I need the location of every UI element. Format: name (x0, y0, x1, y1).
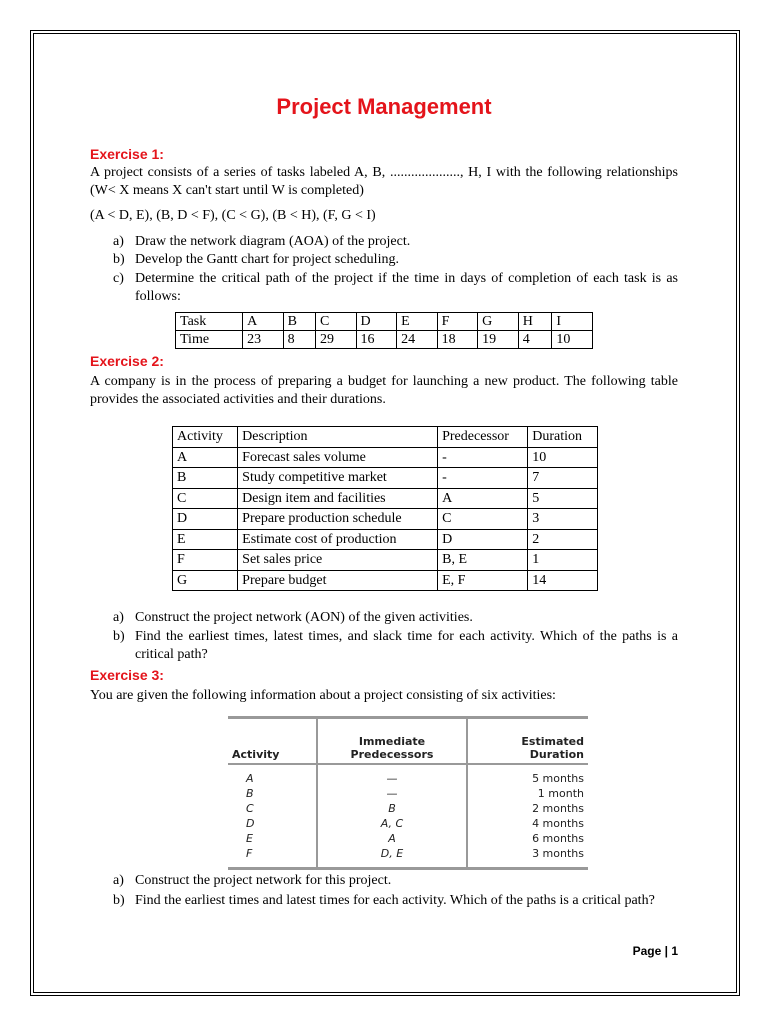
table-cell: 10 (528, 447, 598, 468)
table-cell: D (438, 529, 528, 550)
list-item (113, 233, 678, 251)
table-row (176, 313, 593, 331)
table-cell: C (315, 313, 356, 331)
table-cell: E (397, 313, 438, 331)
table-cell: Task (176, 313, 243, 331)
list-text: Find the earliest times and latest times for each activity. Which of the paths is a critical path? (135, 893, 655, 908)
exercise-3-paragraph: You are given the following information about a project consisting of six activities: (90, 688, 556, 703)
list-marker: a) (113, 234, 124, 249)
table-cell: 24 (397, 331, 438, 349)
table-cell: Study competitive market (238, 468, 438, 489)
list-item (113, 628, 678, 663)
table-row (173, 468, 598, 489)
table-cell: H (518, 313, 552, 331)
table-row (173, 529, 598, 550)
table-cell: Activity (173, 427, 238, 448)
task-time-table (175, 312, 593, 349)
list-text: Draw the network diagram (AOA) of the project. (135, 234, 411, 249)
table-row (228, 846, 588, 869)
list-item (113, 892, 678, 910)
table-cell: D, E (317, 846, 467, 869)
exercise-1-paragraph: A project consists of a series of tasks labeled A, B, ...................., H, I with the following relationships (W< X means X can't start until W is completed) (90, 165, 678, 198)
header-predecessors: Immediate Predecessors (317, 718, 467, 764)
table-cell: 8 (283, 331, 315, 349)
table-row (228, 801, 588, 816)
table-cell: C (438, 509, 528, 530)
table-cell: Predecessor (438, 427, 528, 448)
table-cell: C (173, 488, 238, 509)
table-cell: 29 (315, 331, 356, 349)
table-cell: Time (176, 331, 243, 349)
table-row (173, 427, 598, 448)
table-cell: — (317, 764, 467, 786)
table-cell: 4 months (532, 816, 584, 830)
list-text: Develop the Gantt chart for project scheduling. (135, 252, 399, 267)
table-cell: 1 (528, 550, 598, 571)
table-cell: 18 (437, 331, 478, 349)
list-marker: a) (113, 873, 124, 888)
table-cell: - (438, 468, 528, 489)
table-cell: D (356, 313, 397, 331)
table-row (176, 331, 593, 349)
page-number: Page | 1 (632, 944, 678, 958)
table-cell: Prepare production schedule (238, 509, 438, 530)
header-duration: Estimated Duration (521, 734, 584, 761)
table-cell: — (317, 786, 467, 801)
table-row (173, 550, 598, 571)
table-row (173, 488, 598, 509)
table-cell: D (173, 509, 238, 530)
table-cell: F (173, 550, 238, 571)
table-cell: A (438, 488, 528, 509)
table-cell: D (246, 816, 255, 830)
six-activity-table (228, 716, 588, 870)
table-cell: 6 months (532, 831, 584, 845)
table-cell: A (246, 771, 254, 785)
exercise-1-relations: (A < D, E), (B, D < F), (C < G), (B < H), (F, G < I) (90, 208, 376, 223)
table-cell: A (317, 831, 467, 846)
table-cell: I (552, 313, 593, 331)
table-cell: F (246, 846, 253, 860)
table-cell: Design item and facilities (238, 488, 438, 509)
table-cell: A (243, 313, 284, 331)
list-text: Construct the project network for this project. (135, 873, 392, 888)
table-cell: Set sales price (238, 550, 438, 571)
exercise-3-heading: Exercise 3: (90, 667, 164, 683)
table-cell: Forecast sales volume (238, 447, 438, 468)
table-cell: 2 months (532, 801, 584, 815)
table-cell: B (246, 786, 254, 800)
table-cell: B (283, 313, 315, 331)
list-item (113, 251, 678, 269)
list-item (113, 270, 678, 305)
table-cell: 3 months (532, 846, 584, 860)
table-cell: F (437, 313, 478, 331)
table-cell: - (438, 447, 528, 468)
exercise-2-paragraph: A company is in the process of preparing a budget for launching a new product. The following table provides the associated activities and their durations. (90, 374, 678, 407)
table-row (173, 509, 598, 530)
table-cell: 7 (528, 468, 598, 489)
activity-table (172, 426, 598, 591)
table-cell: E (246, 831, 253, 845)
list-marker: c) (113, 271, 124, 286)
table-row (228, 816, 588, 831)
table-row (173, 447, 598, 468)
table-cell: B, E (438, 550, 528, 571)
table-cell: 14 (528, 570, 598, 591)
table-cell: 19 (478, 331, 519, 349)
table-cell: 5 (528, 488, 598, 509)
list-item (113, 609, 678, 627)
list-text: Determine the critical path of the project if the time in days of completion of each task is as follows: (135, 271, 678, 304)
list-text: Construct the project network (AON) of the given activities. (135, 610, 473, 625)
table-cell: 16 (356, 331, 397, 349)
list-marker: a) (113, 610, 124, 625)
table-row (228, 764, 588, 786)
header-activity: Activity (232, 747, 280, 761)
table-cell: Estimate cost of production (238, 529, 438, 550)
table-cell: G (173, 570, 238, 591)
table-cell: 10 (552, 331, 593, 349)
table-cell: 23 (243, 331, 284, 349)
list-marker: b) (113, 252, 125, 267)
table-cell: Prepare budget (238, 570, 438, 591)
exercise-2-heading: Exercise 2: (90, 353, 164, 369)
list-marker: b) (113, 629, 125, 644)
table-cell: E, F (438, 570, 528, 591)
table-cell: B (173, 468, 238, 489)
table-cell: 2 (528, 529, 598, 550)
table-cell: 5 months (532, 771, 584, 785)
table-row (228, 831, 588, 846)
list-text: Find the earliest times, latest times, and slack time for each activity. Which of the paths is a critical path? (135, 629, 678, 662)
table-cell: B (317, 801, 467, 816)
table-row (228, 786, 588, 801)
table-cell: 4 (518, 331, 552, 349)
table-cell: E (173, 529, 238, 550)
table-cell: Duration (528, 427, 598, 448)
table-cell: A, C (317, 816, 467, 831)
table-cell: 3 (528, 509, 598, 530)
table-cell: G (478, 313, 519, 331)
exercise-1-heading: Exercise 1: (90, 146, 164, 162)
table-cell: 1 month (537, 786, 584, 800)
table-row (173, 570, 598, 591)
page-title: Project Management (276, 94, 492, 119)
list-item (113, 872, 678, 890)
table-cell: A (173, 447, 238, 468)
list-marker: b) (113, 893, 125, 908)
table-cell: C (246, 801, 254, 815)
table-cell: Description (238, 427, 438, 448)
